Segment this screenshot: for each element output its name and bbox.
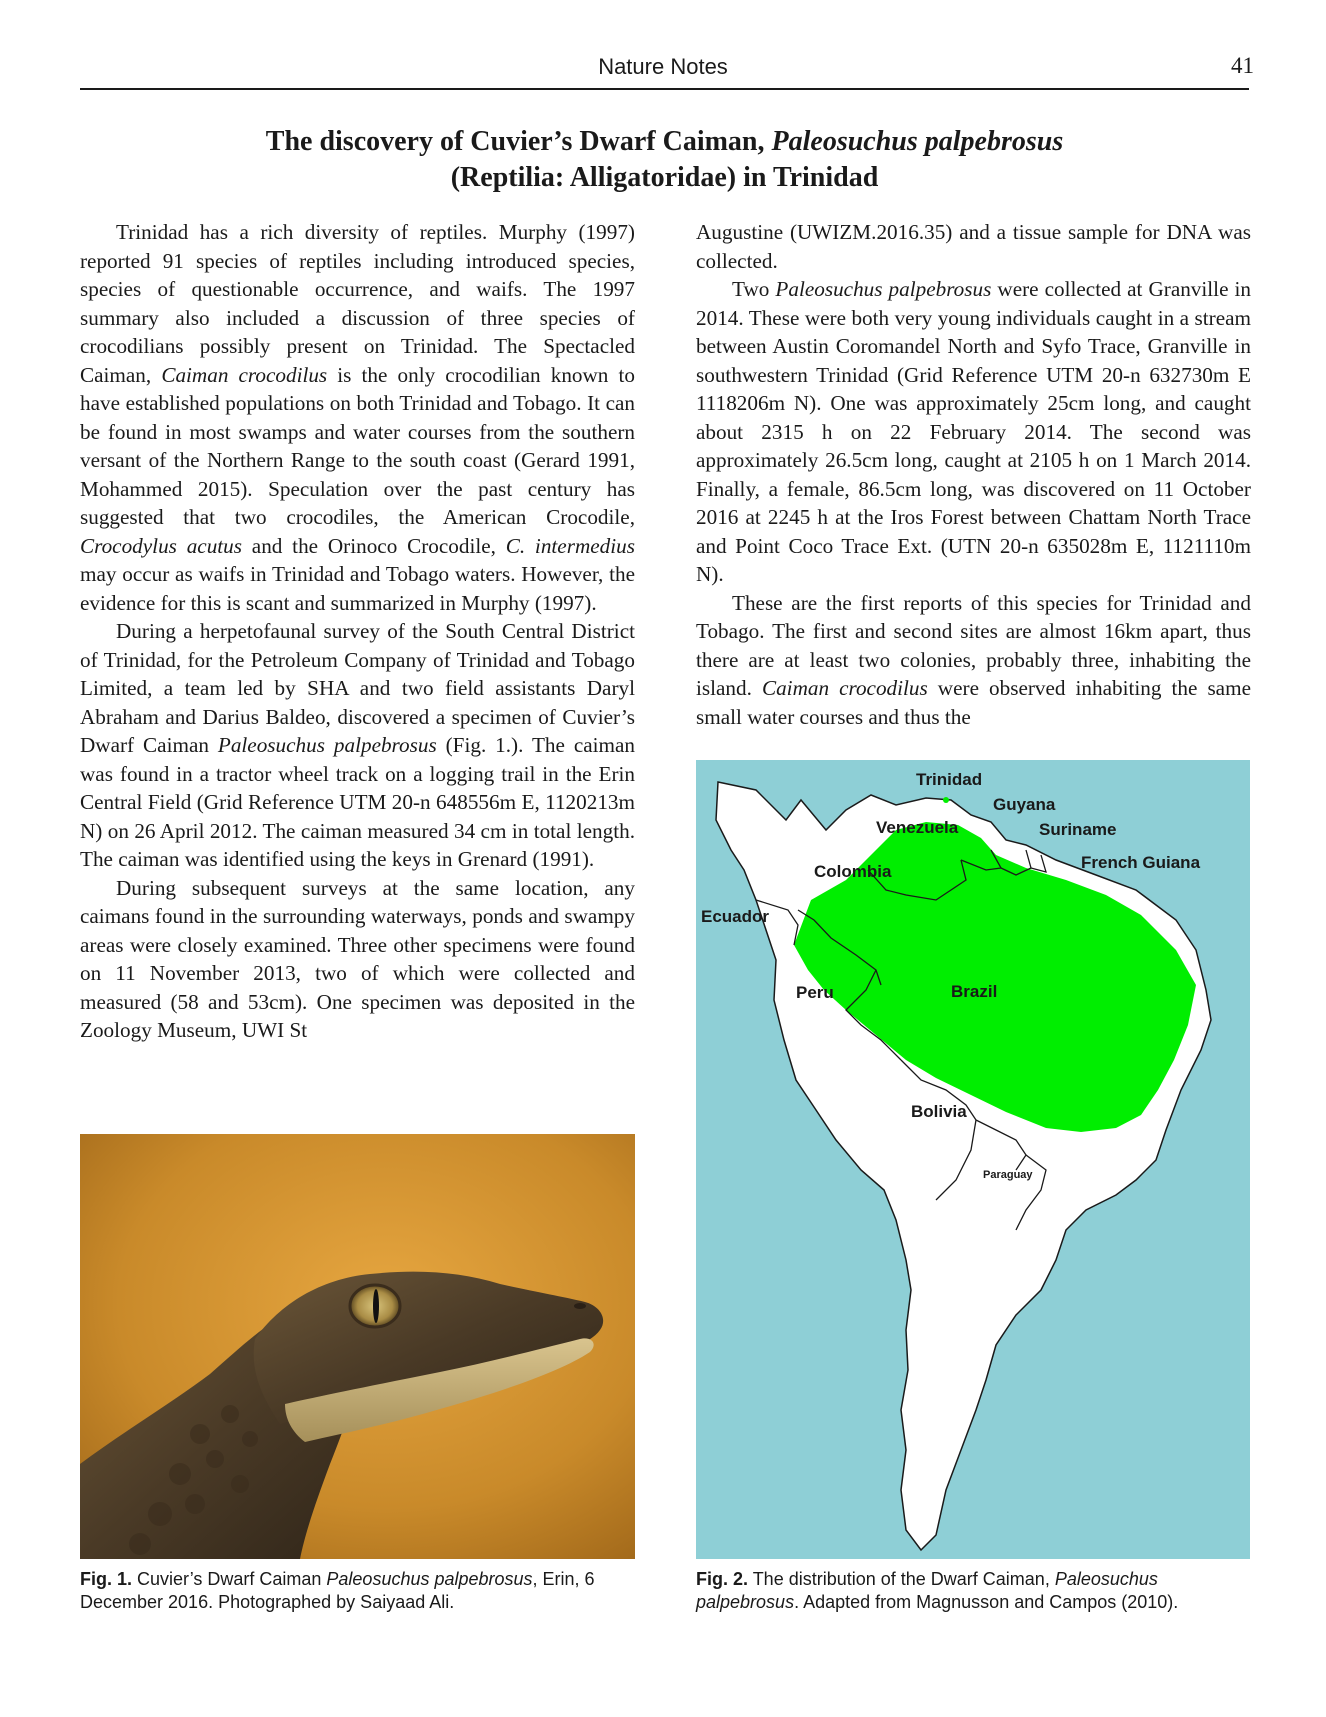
page-number: 41 [1231, 53, 1254, 78]
map-label-suriname: Suriname [1039, 820, 1117, 839]
paragraph-1-text-b: is the only crocodilian known to have established populations on both Trinidad and Tobago. It can be found in most swamps and water courses from the southern versant of the Northern Range to the south coast (Gerard 1991, Mohammed 2015). Speculation over the past century has suggested that two crocodiles, the American Crocodile, [80, 362, 635, 529]
paragraph-4-text-b: were collected at Granville in 2014. These were both very young individuals caught in a stream between Austin Coromandel North and Syfo Trace, Granville in southwestern Trinidad (Grid Reference UTM 20-n 632730m E 1118206m N). One was approximately 25cm long, and caught about 2315 h on 22 February 2014. The second was approximately 26.5cm long, caught at 2105 h on 1 March 2014. Finally, a female, 86.5cm long, was discovered on 11 October 2016 at 2245 h at the Iros Forest between Chattam North Trace and Point Coco Trace Ext. (UTN 20-n 635028m E, 1121110m N). [696, 277, 1251, 586]
map-label-brazil: Brazil [951, 982, 998, 1001]
figure-2-caption-text-a: The distribution of the Dwarf Caiman, [748, 1569, 1055, 1589]
paragraph-2-text-a: During a herpetofaunal survey of the South Central District of Trinidad, for the Petroleum Company of Trinidad and Tobago Limited, a team led by SHA and two field assistants Daryl Abraham and Darius Baldeo, discovered a specimen of Cuvier’s Dwarf Caiman [80, 619, 635, 757]
species-paleosuchus-palpebrosus: Paleosuchus palpebrosus [217, 733, 437, 757]
map-label-guyana: Guyana [993, 795, 1056, 814]
article-title-part1: The discovery of Cuvier’s Dwarf Caiman, [265, 126, 772, 157]
figure-2-caption-species: Paleosuchus palpebrosus [696, 1569, 1158, 1612]
map-label-peru: Peru [796, 983, 834, 1002]
paragraph-3: During subsequent surveys at the same location, any caimans found in the surrounding waterways, ponds and swampy areas were closely examined. Three other specimens were found on 11 November 2013, two of which were collected and measured (58 and 53cm). One specimen was deposited in the Zoology Museum, UWI St [80, 875, 635, 1042]
south-america-map [696, 760, 1250, 1559]
article-title-species: Paleosuchus palpebrosus [771, 126, 1064, 157]
paragraph-2-text-b: (Fig. 1.). The caiman was found in a tractor wheel track on a logging trail in the Erin Central Field (Grid Reference UTM 20-n 648556m E, 1120213m N) on 26 April 2012. The caiman measured 34 cm in total length. The caiman was identified using the keys in Grenard (1991). [80, 733, 635, 871]
figure-2-label: Fig. 2. [696, 1569, 749, 1589]
figure-1-label: Fig. 1. [80, 1569, 133, 1589]
paragraph-4 [696, 275, 1251, 589]
paragraph-1-text-c: and the Orinoco Crocodile, [242, 533, 506, 558]
map-label-bolivia: Bolivia [911, 1102, 967, 1121]
figure-2-caption [696, 1568, 1256, 1614]
figure-2-caption-text-b: . Adapted from Magnusson and Campos (2010). [794, 1592, 1179, 1612]
figure-1-caption-species: Paleosuchus palpebrosus [326, 1569, 533, 1589]
right-column [696, 218, 1251, 731]
map-label-venezuela: Venezuela [876, 818, 959, 837]
trinidad-marker [943, 797, 949, 803]
article-title-line2: (Reptilia: Alligatoridae) in Trinidad [450, 162, 879, 193]
paragraph-3-continued: Augustine (UWIZM.2016.35) and a tissue sample for DNA was collected. [696, 220, 1251, 273]
left-column [80, 218, 635, 1045]
running-header-title: Nature Notes [598, 54, 728, 79]
figure-1-caption [80, 1568, 640, 1614]
map-label-ecuador: Ecuador [701, 907, 770, 926]
species-caiman-crocodilus: Caiman crocodilus [761, 676, 928, 700]
species-crocodylus-acutus: Crocodylus acutus [80, 533, 243, 558]
figure-1-caption-text-b: , Erin, 6 December 2016. Photographed by Saiyaad Ali. [80, 1569, 595, 1612]
paragraph-4-text-a: Two [732, 277, 776, 301]
caiman-photo-illustration [80, 1134, 635, 1559]
map-label-paraguay: Paraguay [983, 1169, 1033, 1181]
header-rule [80, 88, 1249, 90]
article-title [80, 124, 1249, 196]
map-label-trinidad: Trinidad [916, 770, 983, 789]
paragraph-5 [696, 589, 1251, 732]
species-paleosuchus-palpebrosus: Paleosuchus palpebrosus [775, 277, 992, 301]
paragraph-1 [80, 218, 635, 617]
map-label-colombia: Colombia [814, 862, 892, 881]
figure-2-distribution-map [696, 760, 1250, 1559]
paragraph-2 [80, 617, 635, 874]
figure-1-caiman-photo [80, 1134, 635, 1559]
figure-1-caption-text-a: Cuvier’s Dwarf Caiman [132, 1569, 327, 1589]
paragraph-1-text-a: Trinidad has a rich diversity of reptiles. Murphy (1997) reported 91 species of reptiles including introduced species, species of questionable occurrence, and waifs. The 1997 summary also included a discussion of three species of crocodilians possibly present on Trinidad. The Spectacled Caiman, [80, 220, 635, 387]
species-caiman-crocodilus: Caiman crocodilus [161, 362, 328, 387]
species-c-intermedius: C. intermedius [505, 533, 635, 558]
paragraph-1-text-d: may occur as waifs in Trinidad and Tobago waters. However, the evidence for this is scant and summarized in Murphy (1997). [80, 562, 635, 615]
paragraph-5-text-a: These are the first reports of this species for Trinidad and Tobago. The first and second sites are almost 16km apart, thus there are at least two colonies, probably three, inhabiting the island. [696, 590, 1251, 700]
map-label-french-guiana: French Guiana [1081, 853, 1201, 872]
paragraph-5-text-b: were observed inhabiting the same small water courses and thus the [696, 676, 1251, 729]
